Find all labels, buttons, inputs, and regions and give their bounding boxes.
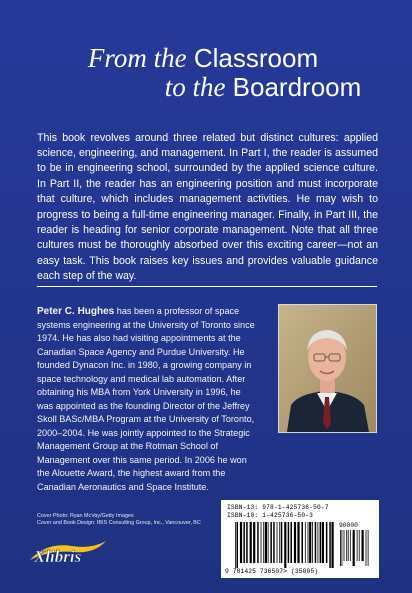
barcode-bar [246, 522, 248, 563]
barcode-bar [357, 530, 358, 561]
barcode-bar [273, 522, 275, 563]
xlibris-logo-icon [28, 538, 108, 566]
barcode-bar [288, 522, 290, 563]
barcode-bar [322, 522, 324, 563]
barcode-bar [312, 522, 313, 563]
author-portrait-image [279, 305, 376, 432]
barcode-bar [263, 522, 264, 563]
barcode-bar [240, 522, 242, 563]
barcode-bar [326, 522, 328, 563]
barcode-bar [320, 522, 322, 563]
isbn-10: ISBN-10: 1-425736-50-3 [227, 512, 314, 519]
barcode-bar [302, 522, 304, 563]
publisher-logo [28, 538, 108, 566]
barcode-bar [315, 522, 317, 563]
barcode-bar [308, 522, 309, 563]
title-line-1-plain: Classroom [193, 43, 319, 73]
title-line-1 [0, 44, 412, 73]
barcode-bar [305, 522, 306, 563]
author-bio [37, 305, 258, 494]
barcode-bar [265, 522, 267, 563]
barcode-bar [350, 530, 351, 561]
barcode-suffix: (35005) [290, 568, 319, 575]
barcode-bar [366, 530, 367, 566]
barcode-bar [340, 530, 341, 566]
ean-number: 9 781425 736507> (35005) [225, 568, 319, 575]
barcode-bar [277, 522, 278, 563]
author-bio-text: has been a professor of space systems engineering at the University of Toronto since 1974. He has also had visiting appointments at the Canadian Space Agency and Purdue University. He founded Dynacon Inc. in 1980, a growing company in space technology and medical lab automation. After obtaining his MBA from York University in 1996, he was appointed as the founding Director of the Jeffrey Skoll BASc/MBA Program at the University of Toronto, 2000–2004. He was jointly appointed to the Strategic Management Group at the Rotman School of Management over this same period. In 2006 he won the Alouette Award, the highest award from the Canadian Aeronautics and Space Institute. [37, 306, 255, 492]
barcode-bar [309, 522, 311, 563]
barcode-bar [344, 530, 345, 561]
barcode-bar [362, 530, 364, 561]
ean-barcode-bars [235, 522, 335, 568]
title-line-2-italic: to the [164, 72, 226, 102]
title-line-1-italic: From the [87, 43, 187, 73]
author-photo [278, 304, 377, 433]
barcode-bar [294, 522, 296, 563]
barcode-bar [279, 522, 280, 563]
barcode-bar [281, 522, 283, 563]
barcode-bar [250, 522, 252, 563]
barcode-bar [243, 522, 245, 563]
barcode-bar [237, 522, 239, 568]
isbn-13: ISBN-13: 978-1-425736-50-7 [227, 504, 329, 511]
barcode-bar [318, 522, 319, 563]
barcode-bar [268, 522, 269, 563]
barcode-bar [368, 530, 369, 566]
barcode-bar [329, 522, 331, 568]
barcode-bar [348, 530, 349, 561]
book-description: This book revolves around three related but distinct cultures: applied science, engineering, and management. In Part I, the reader is assumed to be in engineering school, surrounded by the applied science culture. In Part II, the reader has an engineering position and must incorporate that culture, which includes management activities. He may wish to progress to being a full-time engineering manager. Finally, in Part III, the reader is heading for senior corporate management. Note that all three cultures must be thoroughly absorbed over this exciting career—not an easy task. This book raises key issues and provides valuable guidance each step of the way. [37, 131, 378, 283]
barcode-bar [257, 522, 259, 563]
title-line-2-plain: Boardroom [232, 72, 362, 102]
isbn-barcode [221, 500, 379, 578]
cover-credits [37, 513, 237, 528]
price-code: 90000 [339, 522, 358, 529]
barcode-bar [284, 522, 286, 568]
author-name: Peter C. Hughes [37, 306, 115, 318]
title-line-2 [0, 73, 412, 102]
barcode-bar [270, 522, 272, 563]
addon-barcode-bars [340, 530, 374, 568]
publisher-logo-text: Xlibris [34, 547, 82, 566]
photo-credit: Cover Photo: Ryan McVay/Getty Images [37, 513, 134, 519]
ean-digits: 9 781425 736507 [225, 568, 284, 575]
barcode-bar [353, 530, 355, 566]
barcode-bar [332, 522, 334, 568]
barcode-bar [342, 530, 343, 566]
barcode-bar [297, 522, 299, 563]
barcode-bar [359, 530, 360, 561]
barcode-bar [261, 522, 262, 563]
barcode-bar [235, 522, 236, 568]
design-credit: Cover and Book Design: IBIS Consulting Group, Inc., Vancouver, BC [37, 520, 201, 527]
barcode-bar [346, 530, 347, 561]
book-title [0, 44, 412, 102]
section-divider [37, 286, 377, 287]
barcode-bar [291, 522, 293, 563]
barcode-bar [253, 522, 255, 563]
